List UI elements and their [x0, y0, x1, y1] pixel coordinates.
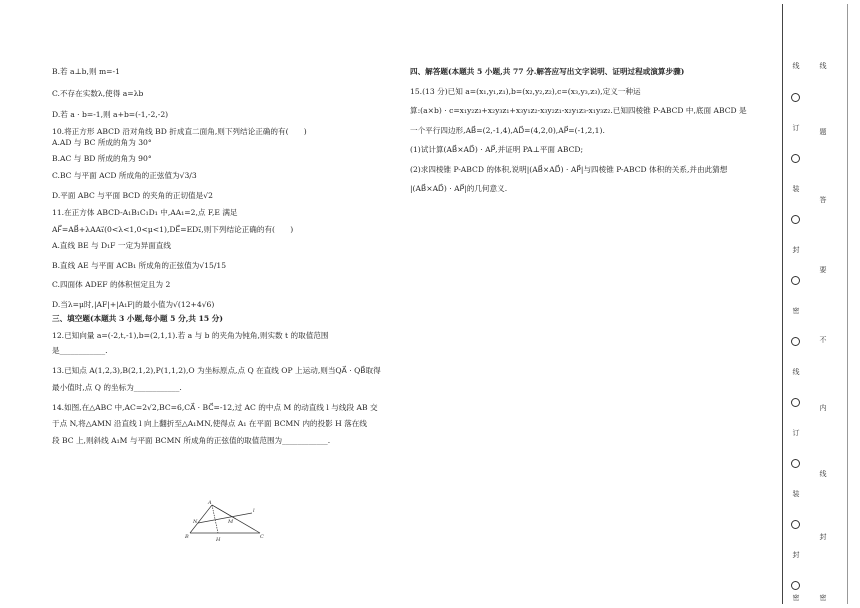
binding-hole [791, 154, 800, 163]
binding-hole [791, 337, 800, 346]
label-c: C [260, 534, 264, 540]
seal-char: 装 [792, 490, 800, 497]
option-9b: B.若 a⊥b,则 m=-1 [52, 67, 120, 76]
option-9d: D.若 a · b=-1,则 a+b=(-1,-2,-2) [52, 110, 169, 119]
option-11b: B.直线 AE 与平面 ACB₁ 所成角的正弦值为√15/15 [52, 260, 227, 270]
question-12: 12.已知向量 a=(-2,t,-1),b=(2,1,1).若 a 与 b 的夹角为钝角,则实数 t 的取值范围 [52, 330, 329, 340]
seal-char: 线 [819, 470, 827, 477]
question-13-answer-line: 最小值时,点 Q 的坐标为____________. [52, 383, 182, 392]
label-a: A [208, 500, 212, 506]
seal-char: 要 [819, 266, 827, 273]
question-11: 11.在正方体 ABCD-A₁B₁C₁D₁ 中,AA₁=2,点 F,E 满足 [52, 208, 238, 217]
seal-char: 装 [792, 185, 800, 192]
question-13: 13.已知点 A(1,2,3),B(2,1,2),P(1,1,2),O 为坐标原点,点 Q 在直线 OP 上运动,则当QA⃗ · QB⃗取得 [52, 365, 381, 375]
seal-char: 封 [792, 246, 800, 253]
option-10b: B.AC 与 BD 所成的角为 90° [52, 153, 152, 163]
question-11-condition: AF⃗=AB⃗+λAA₁⃗(0<λ<1,0<μ<1),DE⃗=ED₁⃗,则下列结论正确的有( ) [52, 224, 294, 234]
line-l [198, 513, 252, 523]
label-l: l [253, 508, 255, 514]
binding-hole [791, 520, 800, 529]
left-column [52, 66, 398, 446]
question-15-vectors: 一个平行四边形,AB⃗=(2,-1,4),AD⃗=(4,2,0),AP⃗=(-1,2,1). [410, 125, 605, 135]
seal-char: 密 [819, 594, 827, 601]
seal-char: 答 [819, 196, 827, 203]
binding-hole [791, 459, 800, 468]
binding-hole [791, 276, 800, 285]
seal-char: 线 [792, 62, 800, 69]
binding-hole [791, 581, 800, 590]
label-n: N [193, 519, 198, 525]
seal-char: 订 [792, 124, 800, 131]
section-four-heading: 四、解答题(本题共 5 小题,共 77 分.解答应写出文字说明、证明过程或演算步骤) [410, 67, 685, 76]
binding-hole [791, 398, 800, 407]
right-column [410, 66, 770, 195]
seal-char: 线 [819, 62, 827, 69]
binding-line [782, 4, 783, 604]
label-m: M [228, 519, 234, 525]
triangle-figure [184, 499, 266, 543]
segment-am [212, 505, 236, 519]
segment-a-h [212, 505, 218, 533]
binding-hole [791, 215, 800, 224]
seal-char: 密 [792, 307, 800, 314]
seal-char: 封 [792, 551, 800, 558]
section-three-heading: 三、填空题(本题共 3 小题,每小题 5 分,共 15 分) [52, 314, 223, 323]
seal-char: 密 [792, 594, 800, 601]
option-9c: C.不存在实数λ,使得 a=λb [52, 88, 144, 98]
option-11c: C.四面体 ADEF 的体积恒定且为 2 [52, 280, 171, 289]
option-10d: D.平面 ABC 与平面 BCD 的夹角的正切值是√2 [52, 190, 213, 200]
question-15-part-2-cont: |(AB⃗×AD⃗) · AP⃗|的几何意义. [410, 184, 508, 193]
question-10: 10.将正方形 ABCD 沿对角线 BD 折成直二面角,则下列结论正确的有( ) [52, 126, 307, 136]
seal-char: 线 [792, 368, 800, 375]
label-b: B [185, 534, 189, 540]
question-15: 15.(13 分)已知 a=(x₁,y₁,z₁),b=(x₂,y₂,z₂),c=(x₃,y₃,z₃),定义一种运 [410, 86, 641, 96]
binding-hole [791, 93, 800, 102]
seal-char: 订 [792, 429, 800, 436]
seal-char: 不 [819, 336, 827, 343]
option-10c: C.BC 与平面 ACD 所成角的正弦值为√3/3 [52, 171, 197, 180]
seal-char: 题 [819, 128, 827, 135]
binding-line-outer [847, 4, 848, 604]
question-15-definition: 算:(a×b) · c=x₁y₂z₃+x₂y₃z₁+x₃y₁z₂-x₃y₂z₁-x₂y₁z₃-x₁y₃z₂.已知四棱锥 P-ABCD 中,底面 ABCD 是 [410, 106, 747, 115]
question-14: 14.如图,在△ABC 中,AC=2√2,BC=6,CA⃗ · BC⃗=-12,过 AC 的中点 M 的动直线 l 与线段 AB 交 [52, 402, 378, 412]
question-15-part-2: (2)求四棱锥 P-ABCD 的体积,说明|(AB⃗×AD⃗) · AP⃗|与四棱锥 P-ABCD 体积的关系,并由此猜想 [410, 164, 728, 174]
label-h: H [216, 537, 221, 543]
seal-char: 封 [819, 533, 827, 540]
question-14-answer-line: 段 BC 上,则斜线 A₁M 与平面 BCMN 所成角的正弦值的取值范围为____________. [52, 435, 331, 445]
seal-char: 内 [819, 404, 827, 411]
option-10a: A.AD 与 BC 所成的角为 30° [52, 138, 152, 147]
question-15-part-1: (1)试计算(AB⃗×AD⃗) · AP⃗,并证明 PA⊥平面 ABCD; [410, 145, 584, 154]
question-12-answer-line: 是____________. [52, 346, 108, 355]
question-14-cont: 于点 N,将△AMN 沿直线 l 向上翻折至△A₁MN,使得点 A₁ 在平面 BCMN 内的投影 H 落在线 [52, 419, 367, 428]
option-11a: A.直线 BE 与 D₁F 一定为异面直线 [52, 241, 172, 250]
option-11d: D.当λ=μ时,|AF|+|A₁F|的最小值为√(12+4√6) [52, 299, 215, 309]
